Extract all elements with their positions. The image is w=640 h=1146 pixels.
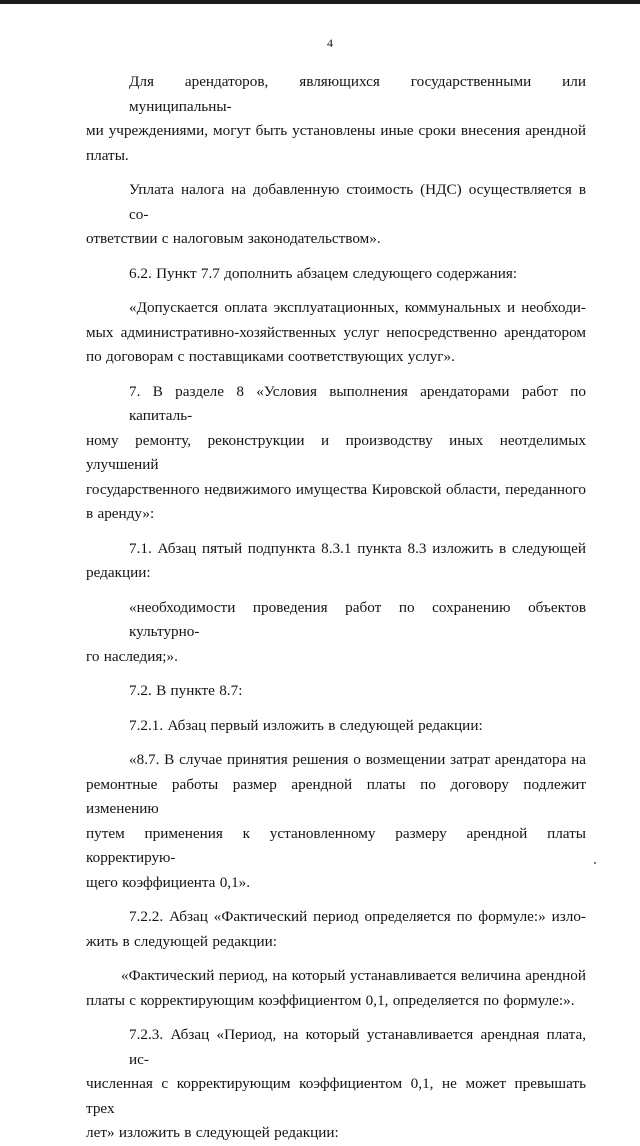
paragraph-first-line: «Фактический период, на который устанавливается величина арендной (121, 967, 586, 984)
page-number: 4 (327, 36, 333, 50)
paragraph-first-line: 7.2. В пункте 8.7: (129, 682, 243, 699)
paragraph-first-line: «8.7. В случае принятия решения о возмещении затрат арендатора на (129, 751, 586, 768)
paragraph-line: путем применения к установленному размеру арендной платы корректирую- (86, 824, 586, 866)
paragraph-first-line: 6.2. Пункт 7.7 дополнить абзацем следующего содержания: (129, 264, 518, 282)
paragraph-first-line: Для арендаторов, являющихся государственными или муниципальны- (129, 73, 586, 115)
paragraph-line: го наследия;». (86, 647, 178, 665)
paragraph-line: мых административно-хозяйственных услуг непосредственно арендатором (86, 323, 586, 341)
paragraph-line: платы. (86, 146, 129, 164)
paragraph-first-line: 7.2.1. Абзац первый изложить в следующей редакции: (129, 716, 483, 734)
paragraph-line: редакции: (86, 564, 151, 581)
paragraph-first-line: 7.1. Абзац пятый подпункта 8.3.1 пункта 8.3 изложить в следующей (129, 539, 586, 557)
paragraph-line: численная с корректирующим коэффициентом 0,1, не может превышать трех (86, 1075, 586, 1117)
paragraph-line: жить в следующей редакции: (86, 932, 277, 950)
paragraph-first-line: «необходимости проведения работ по сохранению объектов культурно- (129, 598, 586, 640)
scan-top-border (0, 0, 640, 4)
paragraph-first-line: 7. В разделе 8 «Условия выполнения арендаторами работ по капиталь- (129, 382, 586, 424)
scan-speck (594, 862, 596, 864)
paragraph-first-line: Уплата налога на добавленную стоимость (НДС) осуществляется в со- (129, 181, 586, 223)
paragraph-first-line: 7.2.2. Абзац «Фактический период определяется по формуле:» изло- (129, 908, 586, 925)
paragraph-first-line: 7.2.3. Абзац «Период, на который устанавливается арендная плата, ис- (129, 1026, 586, 1068)
paragraph-line: лет» изложить в следующей редакции: (86, 1124, 339, 1141)
paragraph-line: ответствии с налоговым законодательством». (86, 230, 381, 247)
paragraph-line: государственного недвижимого имущества Кировской области, переданного (86, 480, 586, 498)
paragraph-line: ремонтные работы размер арендной платы по договору подлежит изменению (86, 775, 586, 817)
paragraph-first-line: «Допускается оплата эксплуатационных, коммунальных и необходи- (129, 299, 586, 316)
paragraph-line: ми учреждениями, могут быть установлены иные сроки внесения арендной (86, 122, 586, 139)
paragraph-line: в аренду»: (86, 505, 155, 522)
document-body (86, 70, 586, 1146)
paragraph-line: ному ремонту, реконструкции и производству иных неотделимых улучшений (86, 431, 586, 473)
paragraph-line: щего коэффициента 0,1». (86, 873, 251, 891)
paragraph-line: платы с корректирующим коэффициентом 0,1, определяется по формуле:». (86, 991, 575, 1009)
paragraph-line: по договорам с поставщиками соответствующих услуг». (86, 348, 455, 365)
